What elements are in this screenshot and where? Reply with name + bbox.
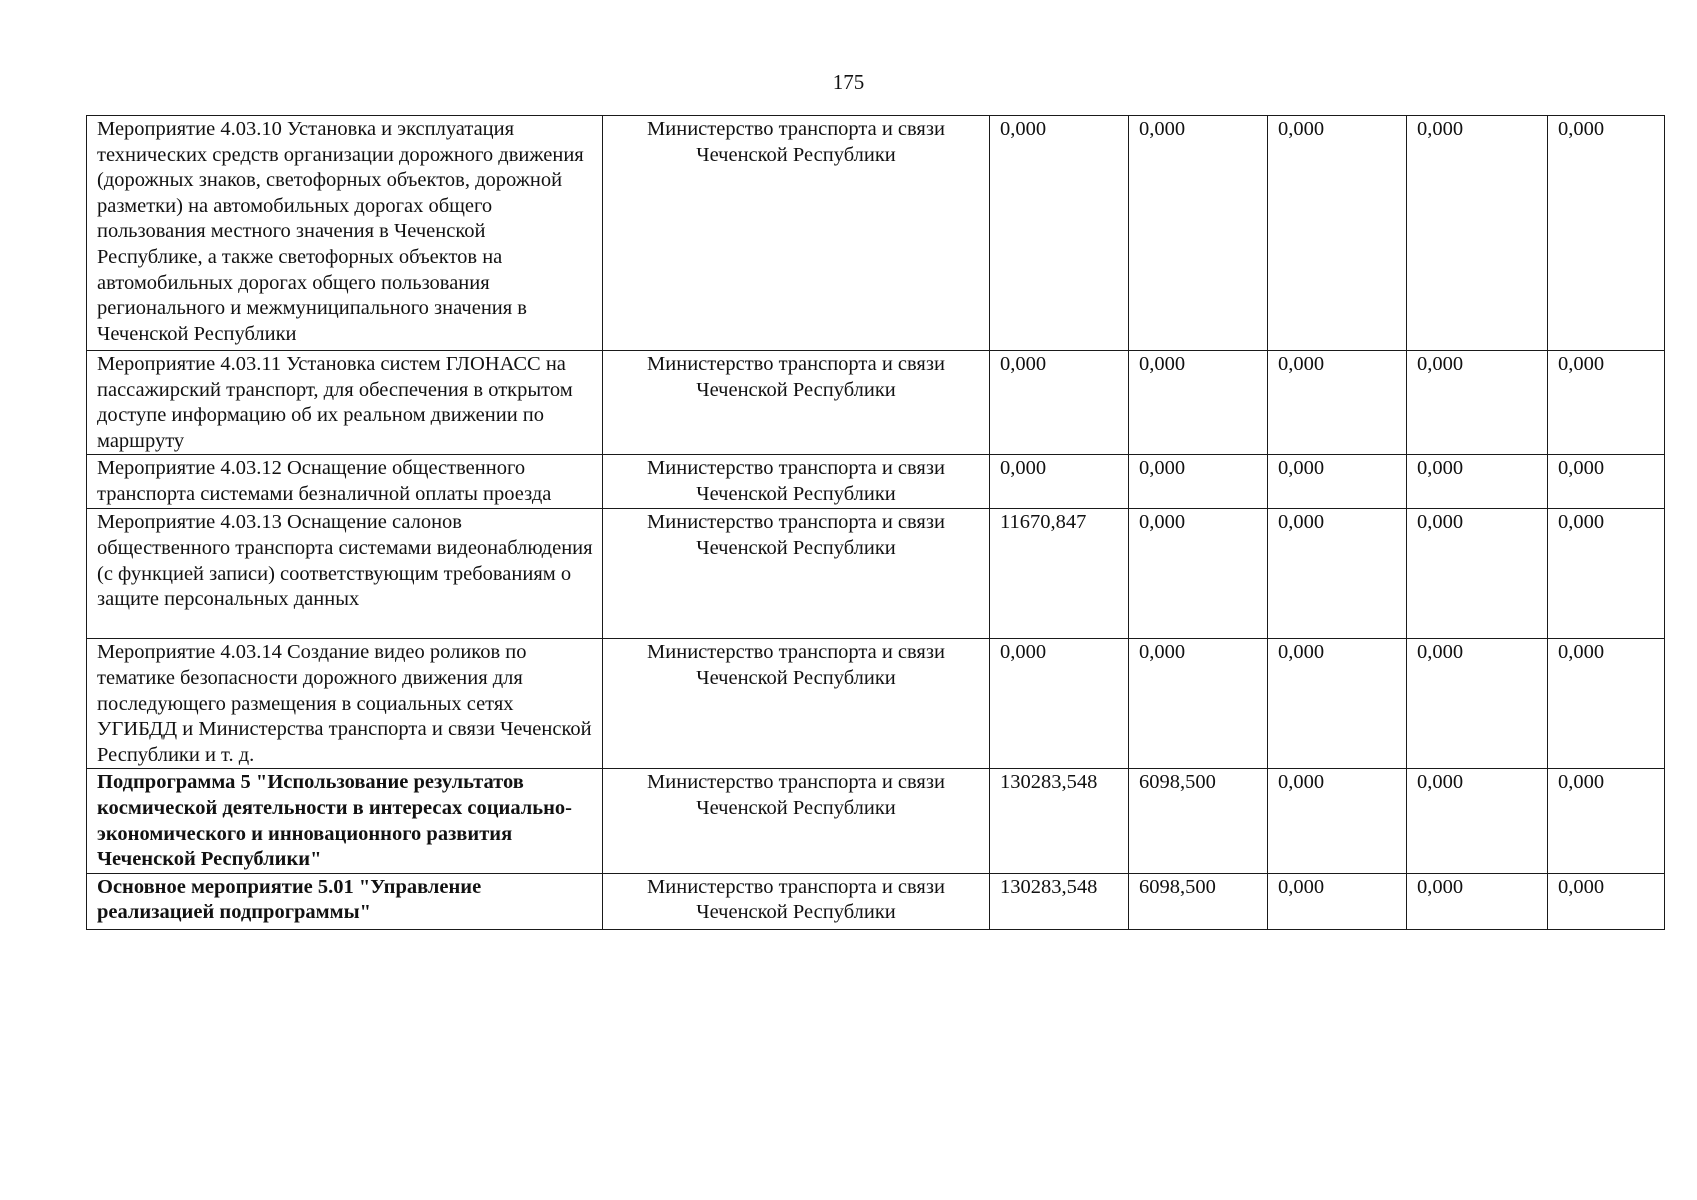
value-cell: 0,000 (1548, 639, 1665, 769)
activity-name-cell: Мероприятие 4.03.14 Создание видео роликов по тематике безопасности дорожного движения для последующего размещения в социальных сетях УГИБДД и Министерства транспорта и связи Чеченской Республики и т. д. (87, 639, 603, 769)
value-cell: 0,000 (1268, 873, 1407, 929)
value-cell: 0,000 (1268, 455, 1407, 509)
value-cell: 0,000 (990, 116, 1129, 351)
value-cell: 0,000 (1548, 509, 1665, 639)
activity-name-cell: Мероприятие 4.03.10 Установка и эксплуатация технических средств организации дорожного движения (дорожных знаков, светофорных объектов, дорожной разметки) на автомобильных дорогах общего пользования местного значения в Чеченской Республике, а также светофорных объектов на автомобильных дорогах общего пользования регионального и межмуниципального значения в Чеченской Республики (87, 116, 603, 351)
value-cell: 0,000 (1268, 509, 1407, 639)
value-cell: 0,000 (1129, 639, 1268, 769)
executor-cell: Министерство транспорта и связи Чеченской Республики (603, 455, 990, 509)
value-cell: 0,000 (1407, 873, 1548, 929)
executor-cell: Министерство транспорта и связи Чеченской Республики (603, 639, 990, 769)
executor-cell: Министерство транспорта и связи Чеченской Республики (603, 873, 990, 929)
value-cell: 130283,548 (990, 873, 1129, 929)
value-cell: 0,000 (1268, 639, 1407, 769)
value-cell: 0,000 (1548, 769, 1665, 873)
value-cell: 0,000 (1407, 116, 1548, 351)
value-cell: 0,000 (1129, 455, 1268, 509)
value-cell: 0,000 (1548, 455, 1665, 509)
table-row (87, 116, 1665, 351)
value-cell: 0,000 (1129, 509, 1268, 639)
executor-cell: Министерство транспорта и связи Чеченской Республики (603, 116, 990, 351)
value-cell: 6098,500 (1129, 873, 1268, 929)
value-cell: 0,000 (1407, 639, 1548, 769)
value-cell: 0,000 (1407, 351, 1548, 455)
value-cell: 0,000 (1129, 116, 1268, 351)
executor-cell: Министерство транспорта и связи Чеченской Республики (603, 351, 990, 455)
value-cell: 0,000 (1548, 873, 1665, 929)
value-cell: 11670,847 (990, 509, 1129, 639)
value-cell: 0,000 (990, 351, 1129, 455)
value-cell: 0,000 (990, 455, 1129, 509)
table-row (87, 509, 1665, 639)
table-row (87, 351, 1665, 455)
value-cell: 0,000 (1268, 116, 1407, 351)
value-cell: 0,000 (1548, 116, 1665, 351)
table-row (87, 639, 1665, 769)
executor-cell: Министерство транспорта и связи Чеченской Республики (603, 769, 990, 873)
main-activity-name-cell: Основное мероприятие 5.01 "Управление реализацией подпрограммы" (87, 873, 603, 929)
budget-table (86, 115, 1665, 930)
value-cell: 0,000 (1407, 455, 1548, 509)
activity-name-cell: Мероприятие 4.03.13 Оснащение салонов общественного транспорта системами видеонаблюдения (с функцией записи) соответствующим требованиям о защите персональных данных (87, 509, 603, 639)
value-cell: 130283,548 (990, 769, 1129, 873)
table-row (87, 769, 1665, 873)
value-cell: 0,000 (1407, 769, 1548, 873)
page-number: 175 (832, 70, 865, 94)
executor-cell: Министерство транспорта и связи Чеченской Республики (603, 509, 990, 639)
value-cell: 0,000 (1407, 509, 1548, 639)
subprogram-name-cell: Подпрограмма 5 "Использование результатов космической деятельности в интересах социально-экономического и инновационного развития Чеченской Республики" (87, 769, 603, 873)
activity-name-cell: Мероприятие 4.03.12 Оснащение общественного транспорта системами безналичной оплаты проезда (87, 455, 603, 509)
value-cell: 0,000 (1268, 769, 1407, 873)
value-cell: 0,000 (990, 639, 1129, 769)
table-row (87, 455, 1665, 509)
value-cell: 6098,500 (1129, 769, 1268, 873)
activity-name-cell: Мероприятие 4.03.11 Установка систем ГЛОНАСС на пассажирский транспорт, для обеспечения в открытом доступе информацию об их реальном движении по маршруту (87, 351, 603, 455)
value-cell: 0,000 (1129, 351, 1268, 455)
table-row (87, 873, 1665, 929)
value-cell: 0,000 (1268, 351, 1407, 455)
value-cell: 0,000 (1548, 351, 1665, 455)
